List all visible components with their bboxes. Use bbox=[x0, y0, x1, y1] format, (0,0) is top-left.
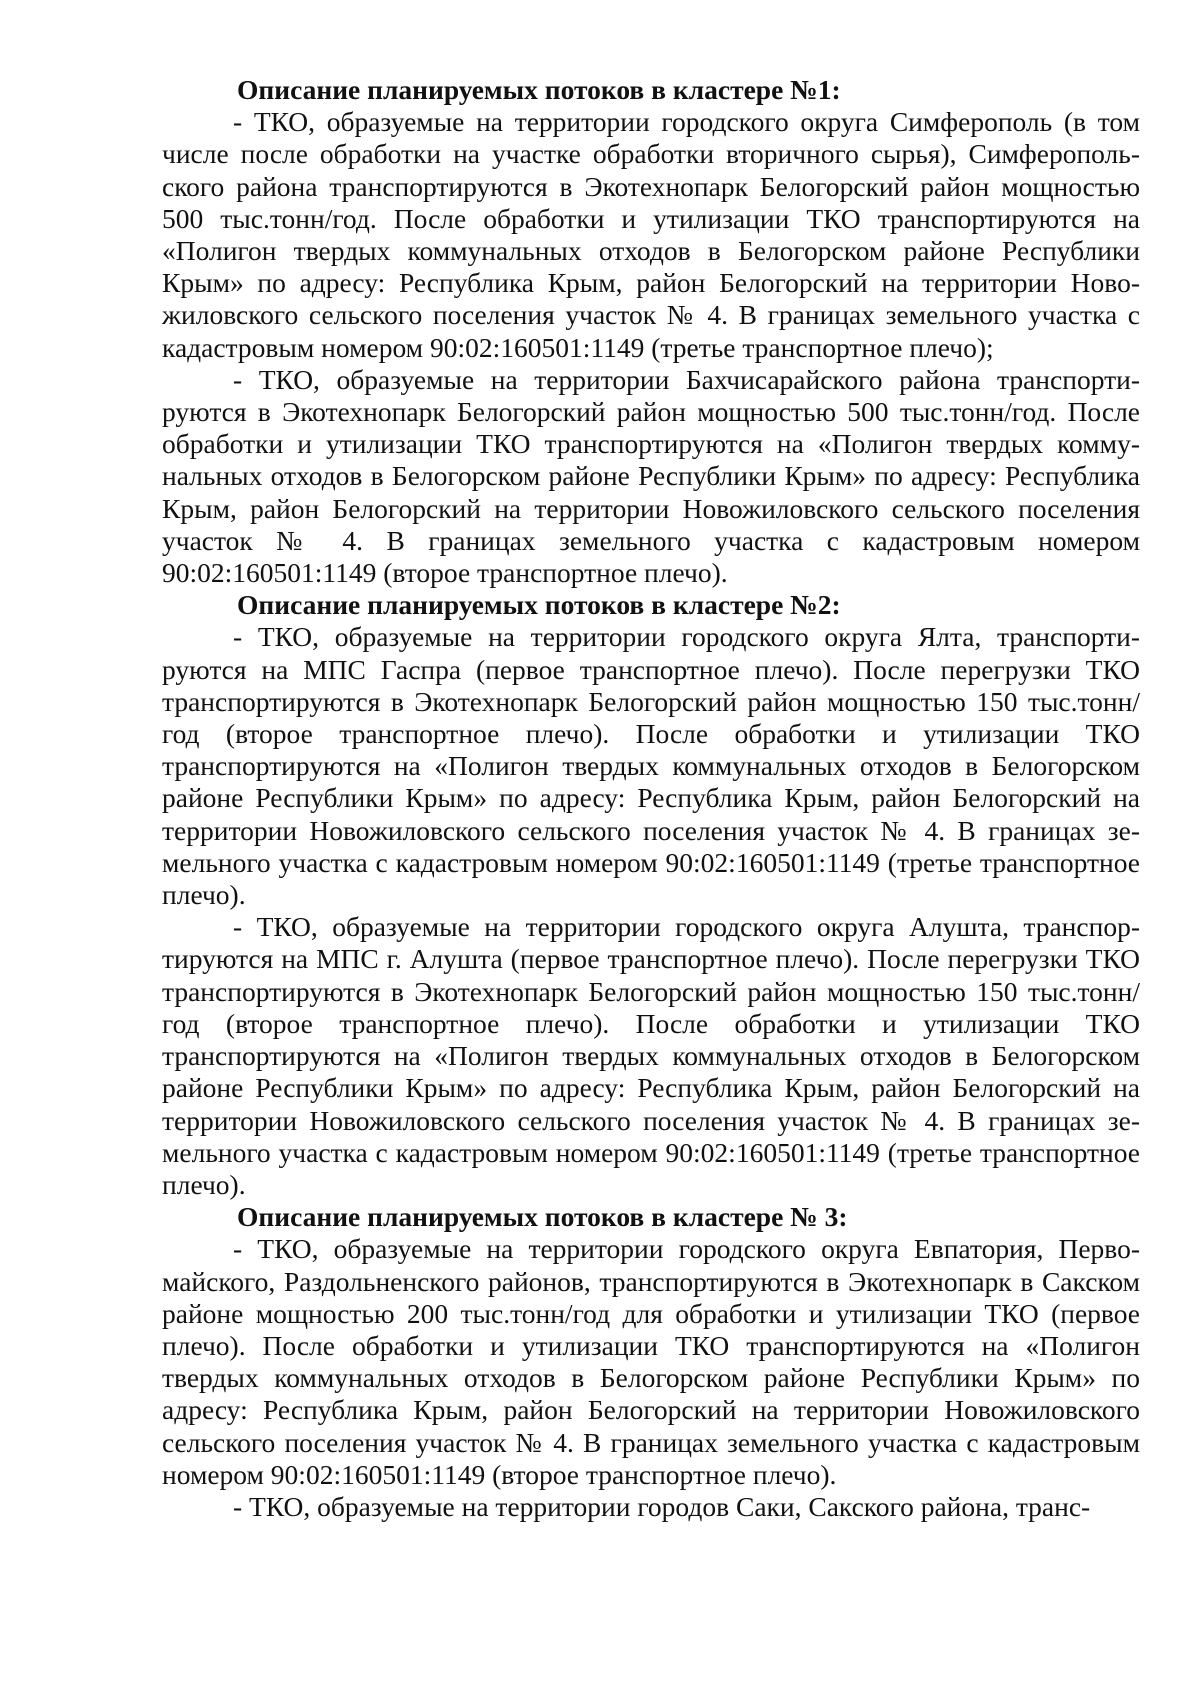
cluster-2-section bbox=[162, 589, 1140, 1201]
document-page bbox=[162, 74, 1140, 1523]
cluster-3-heading: Описание планируемых потоков в кластере № 3: bbox=[237, 1201, 848, 1233]
cluster-2-paragraph-1: - ТКО, образуемые на территории городского округа Ялта, транспортируются на МПС Гаспра (первое транспортное плечо). После перегрузки ТКО транспортируются в Экотехнопарк Белогорский район мощностью 150 тыс.тонн/год (второе транспортное плечо). После обработки и утилизации ТКО транспортируются на «Полигон твердых коммунальных отходов в Белогорском районе Республики Крым» по адресу: Республика Крым, район Белогорский на территории Новожиловского сельского поселения участок № 4. В границах земельного участка с кадастровым номером 90:02:160501:1149 (третье транспортное плечо). bbox=[162, 621, 1140, 911]
cluster-1-section bbox=[162, 74, 1140, 589]
cluster-3-paragraph-1: - ТКО, образуемые на территории городского округа Евпатория, Первомайского, Раздольненского районов, транспортируются в Экотехнопарк в Сакском районе мощностью 200 тыс.тонн/год для обработки и утилизации ТКО (первое плечо). После обработки и утилизации ТКО транспортируются на «Полигон твердых коммунальных отходов в Белогорском районе Республики Крым» по адресу: Республика Крым, район Белогорский на территории Новожиловского сельского поселения участок № 4. В границах земельного участка с кадастровым номером 90:02:160501:1149 (второе транспортное плечо). bbox=[162, 1233, 1140, 1490]
cluster-2-heading: Описание планируемых потоков в кластере №2: bbox=[237, 589, 841, 621]
cluster-1-paragraph-1: - ТКО, образуемые на территории городского округа Симферополь (в том числе после обработки на участке обработки вторичного сырья), Симферопольского района транспортируются в Экотехнопарк Белогорский район мощностью 500 тыс.тонн/год. После обработки и утилизации ТКО транспортируются на «Полигон твердых коммунальных отходов в Белогорском районе Республики Крым» по адресу: Республика Крым, район Белогорский на территории Новожиловского сельского поселения участок № 4. В границах земельного участка с кадастровым номером 90:02:160501:1149 (третье транспортное плечо); bbox=[162, 106, 1140, 363]
cluster-1-paragraph-2: - ТКО, образуемые на территории Бахчисарайского района транспортируются в Экотехнопарк Белогорский район мощностью 500 тыс.тонн/год. После обработки и утилизации ТКО транспортируются на «Полигон твердых коммунальных отходов в Белогорском районе Республики Крым» по адресу: Республика Крым, район Белогорский на территории Новожиловского сельского поселения участок № 4. В границах земельного участка с кадастровым номером 90:02:160501:1149 (второе транспортное плечо). bbox=[162, 363, 1140, 589]
cluster-3-paragraph-2: - ТКО, образуемые на территории городов Саки, Сакского района, транс- bbox=[233, 1490, 1091, 1522]
cluster-2-paragraph-2: - ТКО, образуемые на территории городского округа Алушта, транспортируются на МПС г. Алушта (первое транспортное плечо). После перегрузки ТКО транспортируются в Экотехнопарк Белогорский район мощностью 150 тыс.тонн/год (второе транспортное плечо). После обработки и утилизации ТКО транспортируются на «Полигон твердых коммунальных отходов в Белогорском районе Республики Крым» по адресу: Республика Крым, район Белогорский на территории Новожиловского сельского поселения участок № 4. В границах земельного участка с кадастровым номером 90:02:160501:1149 (третье транспортное плечо). bbox=[162, 911, 1140, 1200]
cluster-1-heading: Описание планируемых потоков в кластере №1: bbox=[237, 74, 841, 105]
cluster-3-section bbox=[162, 1201, 1140, 1523]
